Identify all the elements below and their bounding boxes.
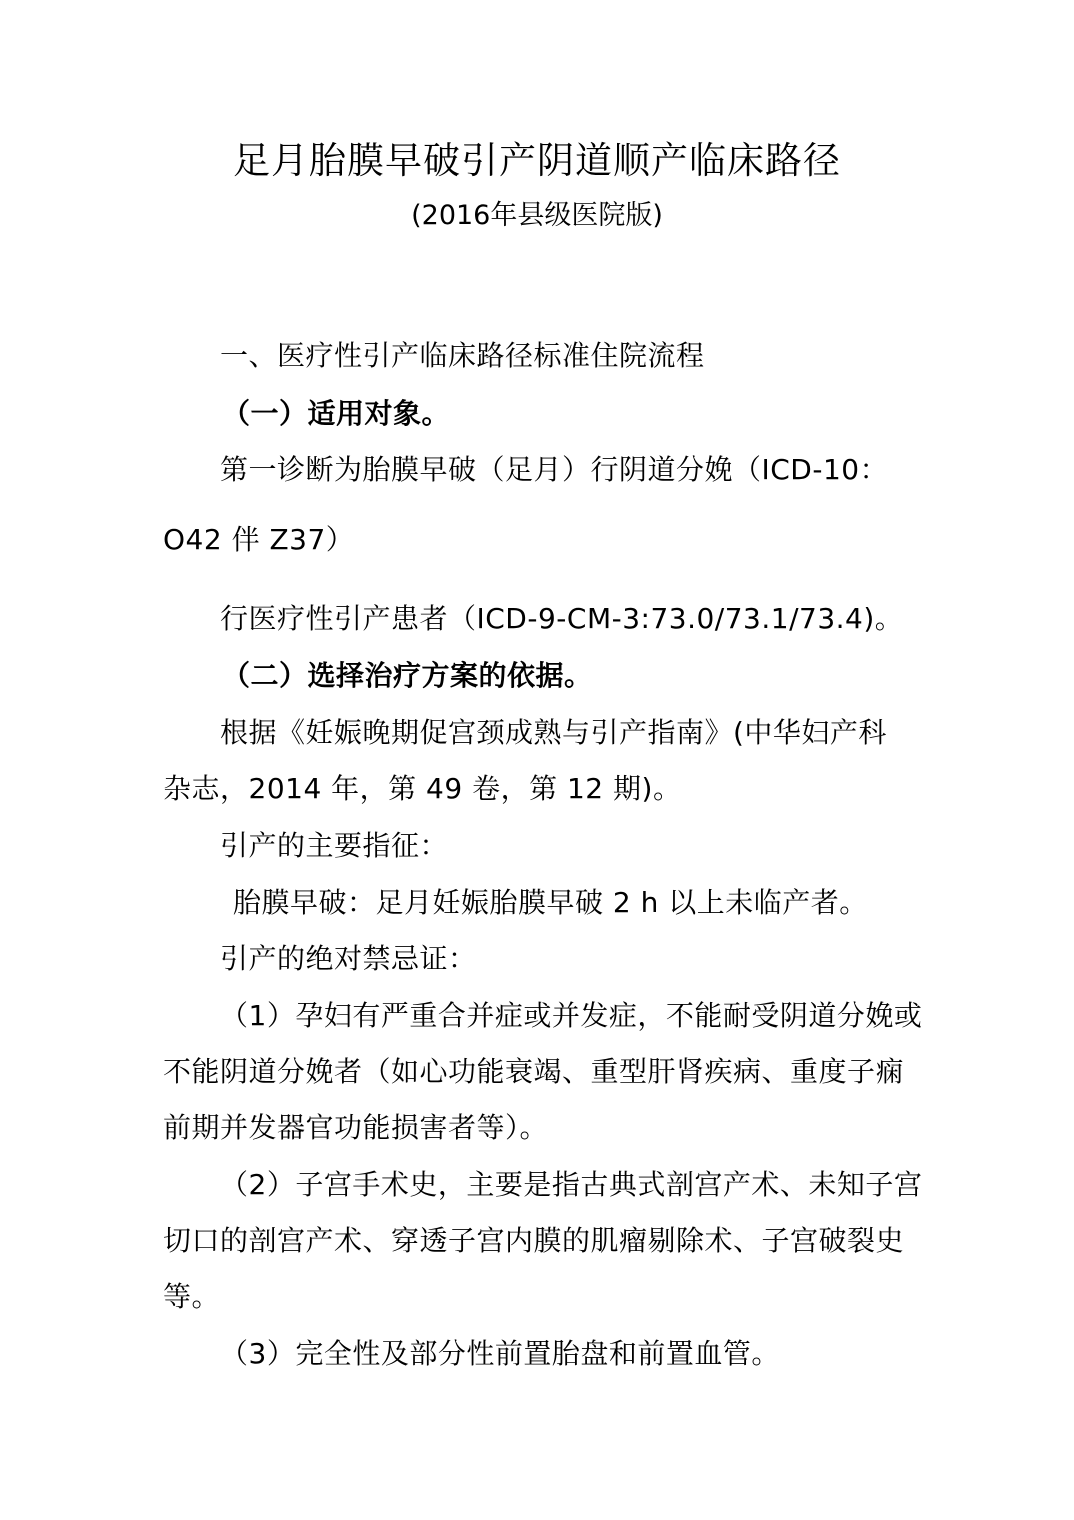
document-title: 足月胎膜早破引产阴道顺产临床路径 bbox=[233, 139, 841, 182]
indications-heading: 引产的主要指征： bbox=[220, 829, 449, 862]
contraindication-1-line-1: （1）孕妇有严重合并症或并发症，不能耐受阴道分娩或 bbox=[220, 999, 923, 1032]
section-1-heading: 一、医疗性引产临床路径标准住院流程 bbox=[220, 339, 705, 372]
paragraph-basis-line-1: 根据《妊娠晚期促宫颈成熟与引产指南》(中华妇产科 bbox=[220, 716, 887, 749]
contraindication-2-line-1: （2）子宫手术史，主要是指古典式剖宫产术、未知子宫 bbox=[220, 1168, 923, 1201]
contraindications-heading: 引产的绝对禁忌证： bbox=[220, 942, 477, 975]
contraindication-2-line-3: 等。 bbox=[163, 1280, 221, 1313]
paragraph-diagnosis-line-1: 第一诊断为胎膜早破（足月）行阴道分娩（ICD-10： bbox=[220, 453, 889, 486]
contraindication-1-line-3: 前期并发器官功能损害者等）。 bbox=[163, 1111, 549, 1144]
paragraph-procedure: 行医疗性引产患者（ICD-9-CM-3:73.0/73.1/73.4)。 bbox=[220, 602, 904, 635]
document-subtitle: (2016年县级医院版) bbox=[411, 200, 663, 231]
subsection-2-heading: （二）选择治疗方案的依据。 bbox=[222, 659, 593, 692]
paragraph-basis-line-2: 杂志，2014 年，第 49 卷，第 12 期)。 bbox=[163, 772, 682, 805]
contraindication-2-line-2: 切口的剖宫产术、穿透子宫内膜的肌瘤剔除术、子宫破裂史 bbox=[163, 1224, 905, 1257]
contraindication-1-line-2: 不能阴道分娩者（如心功能衰竭、重型肝肾疾病、重度子痫 bbox=[163, 1055, 905, 1088]
paragraph-diagnosis-line-2: O42 伴 Z37） bbox=[163, 523, 355, 556]
contraindication-3-line-1: （3）完全性及部分性前置胎盘和前置血管。 bbox=[220, 1337, 780, 1370]
indication-item-1: 胎膜早破：足月妊娠胎膜早破 2 h 以上未临产者。 bbox=[233, 886, 868, 919]
subsection-1-heading: （一）适用对象。 bbox=[222, 397, 451, 430]
